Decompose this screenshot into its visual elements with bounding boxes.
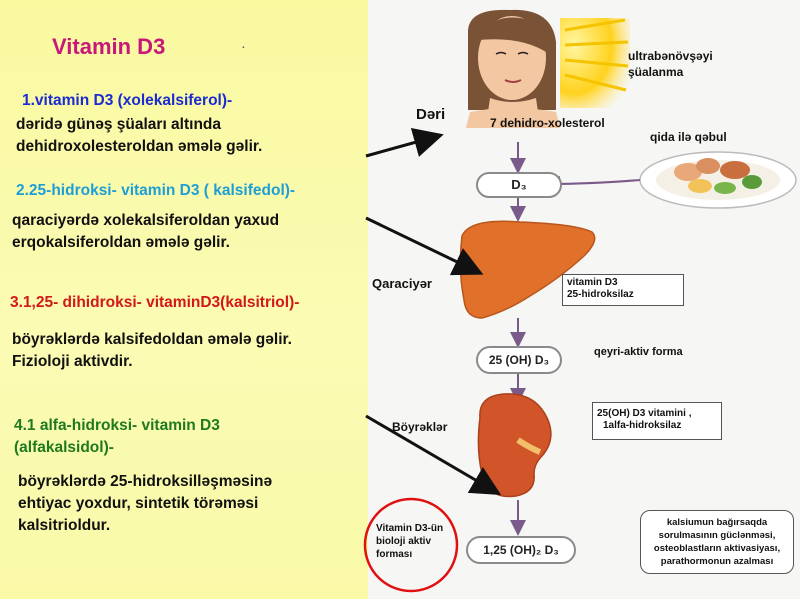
item4-heading-line1: 4.1 alfa-hidroksi- vitamin D3 [14,417,220,434]
inactive-form-label: qeyri-aktiv forma [594,346,683,358]
skin-label: Dəri [416,106,446,123]
food-label: qida ilə qəbul [650,130,727,144]
sun-rays-icon [560,18,630,108]
kidney-label: Böyrəklər [392,420,448,434]
item4-body-line3: kalsitrioldur. [18,517,111,534]
d3-capsule: D₃ [476,172,562,198]
item4-heading-line2: (alfakalsidol)- [14,439,114,456]
item2-body-line2: erqokalsiferoldan əmələ gəlir. [12,234,230,251]
woman-face-icon [466,10,560,128]
flow-arrows [518,142,640,532]
food-plate-icon [640,152,796,208]
item3-body-line2: Fizioloji aktivdir. [12,353,133,370]
item1-body-line2: dehidroxolesteroldan əmələ gəlir. [16,138,263,155]
page-title: Vitamin D3 [52,34,166,59]
stray-dot: . [242,40,245,51]
physiological-effects-box: kalsiumun bağırsaqda sorulmasının güclənməsi, osteoblastların aktivasiyası, parathormonun azalması [640,510,794,574]
item4-body-line2: ehtiyac yoxdur, sintetik törəməsi [18,495,259,512]
precursor-label: 7 dehidro-xolesterol [490,116,605,130]
capsule-1-25-oh2-d3: 1,25 (OH)₂ D₃ [466,536,576,564]
item3-heading: 3.1,25- dihidroksi- vitaminD3(kalsitriol)- [10,294,300,311]
kidney-icon [478,394,551,497]
item1-heading: 1.vitamin D3 (xolekalsiferol)- [22,92,233,109]
liver-label: Qaraciyər [372,276,432,291]
item1-body-line1: dəridə günəş şüaları altında [16,116,222,133]
item2-heading: 2.25-hidroksi- vitamin D3 ( kalsifedol)- [16,182,296,199]
liver-enzyme-box: vitamin D3 25-hidroksilaz [562,274,684,306]
item4-body-line1: böyrəklərdə 25-hidroksilləşməsinə [18,473,273,490]
item2-body-line1: qaraciyərdə xolekalsiferoldan yaxud [12,212,280,229]
uv-label: ultrabənövşəyi şüalanma [628,49,713,79]
kidney-enzyme-box: 25(OH) D3 vitamini , 1alfa-hidroksilaz [592,402,722,440]
active-form-note: Vitamin D3-ün bioloji aktiv forması [376,523,444,560]
capsule-25-oh-d3: 25 (OH) D₃ [476,346,562,374]
item3-body-line1: böyrəklərdə kalsifedoldan əmələ gəlir. [12,331,292,348]
